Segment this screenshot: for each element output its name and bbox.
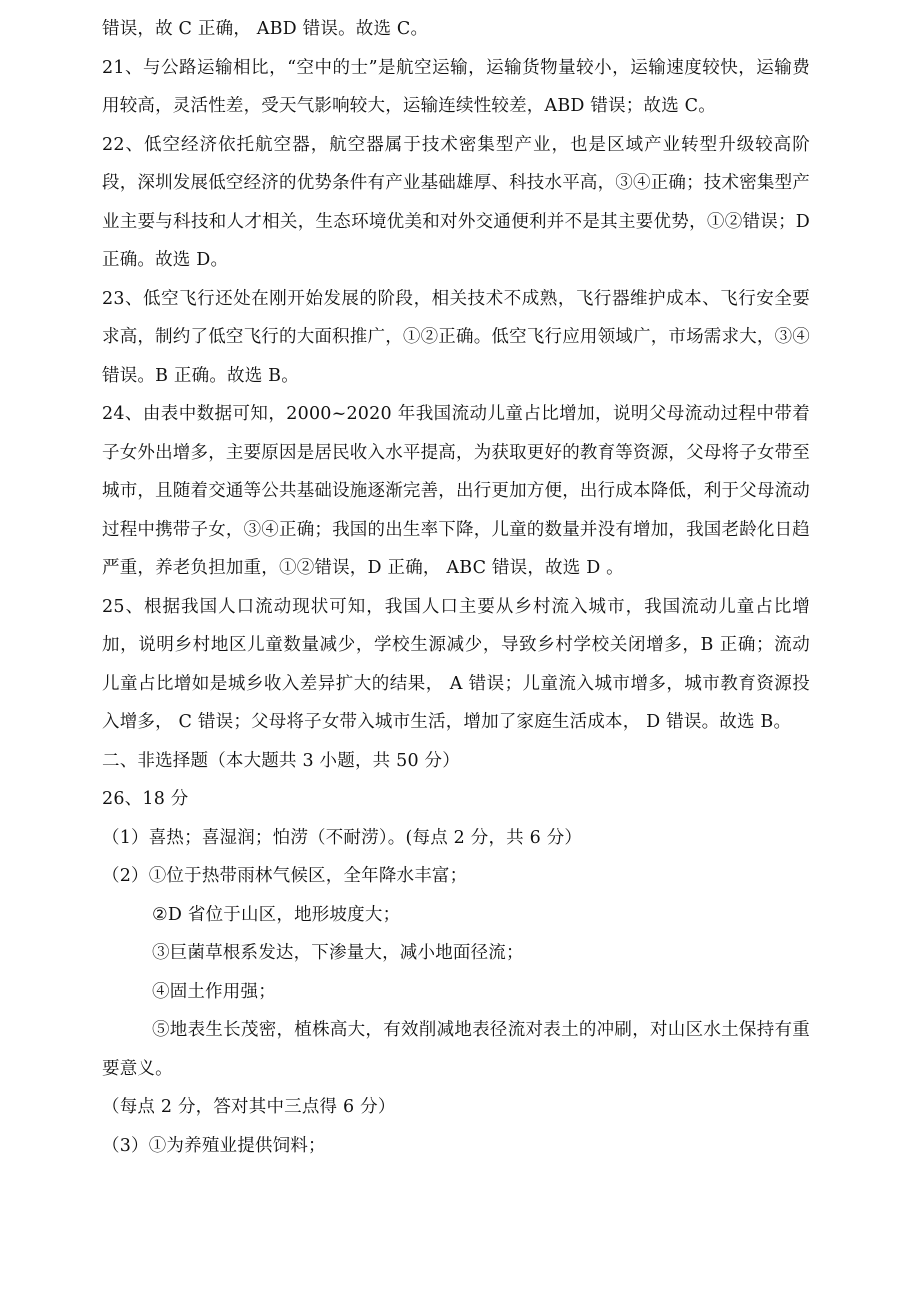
answer-26-2-point-3: ③巨菌草根系发达，下渗量大，减小地面径流； — [152, 943, 524, 963]
answer-26-2-point-4: ④固土作用强； — [152, 981, 276, 1002]
answer-21: 21、与公路运输相比，“空中的士”是航空运输，运输货物量较小，运输速度较快，运输费用较高，灵活性差，受天气影响较大，运输连续性较差，ABD 错误；故选 C。 — [102, 57, 810, 116]
answer-26-2-scoring: （每点 2 分，答对其中三点得 6 分） — [102, 1097, 396, 1117]
answer-document — [102, 10, 810, 1165]
answer-26-2-point-1: （2）①位于热带雨林气候区，全年降水丰富； — [102, 866, 468, 886]
answer-25: 25、根据我国人口流动现状可知，我国人口主要从乡村流入城市，我国流动儿童占比增加，说明乡村地区儿童数量减少，学校生源减少，导致乡村学校关闭增多，B 正确；流动儿童占比增如是城乡收入差异扩大的结果， A 错误；儿童流入城市增多，城市教育资源投入增多， C 错误；父母将子女带入城市生活，增加了家庭生活成本， D 错误。故选 B。 — [102, 596, 810, 732]
section-heading-non-choice: 二、非选择题（本大题共 3 小题，共 50 分） — [102, 750, 460, 771]
question-26-heading: 26、18 分 — [102, 789, 189, 809]
answer-26-2-point-5: ⑤地表生长茂密，植株高大，有效削减地表径流对表土的冲刷，对山区水土保持有重要意义。 — [102, 1020, 810, 1079]
answer-26-1: （1）喜热；喜湿润；怕涝（不耐涝）。(每点 2 分，共 6 分） — [102, 827, 583, 848]
answer-line-20-end: 错误，故 C 正确， ABD 错误。故选 C。 — [102, 19, 429, 39]
answer-22: 22、低空经济依托航空器，航空器属于技术密集型产业，也是区域产业转型升级较高阶段，深圳发展低空经济的优势条件有产业基础雄厚、科技水平高，③④正确；技术密集型产业主要与科技和人才相关，生态环境优美和对外交通便利并不是其主要优势，①②错误；D 正确。故选 D。 — [102, 134, 810, 270]
answer-26-2-point-2: ②D 省位于山区，地形坡度大； — [152, 904, 401, 925]
answer-26-3-point-1: （3）①为养殖业提供饲料； — [102, 1135, 326, 1156]
answer-23: 23、低空飞行还处在刚开始发展的阶段，相关技术不成熟，飞行器维护成本、飞行安全要求高，制约了低空飞行的大面积推广，①②正确。低空飞行应用领域广，市场需求大，③④错误。B 正确。故选 B。 — [102, 288, 810, 386]
answer-24: 24、由表中数据可知，2000~2020 年我国流动儿童占比增加，说明父母流动过程中带着子女外出增多，主要原因是居民收入水平提高，为获取更好的教育等资源，父母将子女带至城市，且随着交通等公共基础设施逐渐完善，出行更加方便，出行成本降低，利于父母流动过程中携带子女，③④正确；我国的出生率下降，儿童的数量并没有增加，我国老龄化日趋严重，养老负担加重，①②错误，D 正确， ABC 错误，故选 D 。 — [102, 404, 810, 578]
